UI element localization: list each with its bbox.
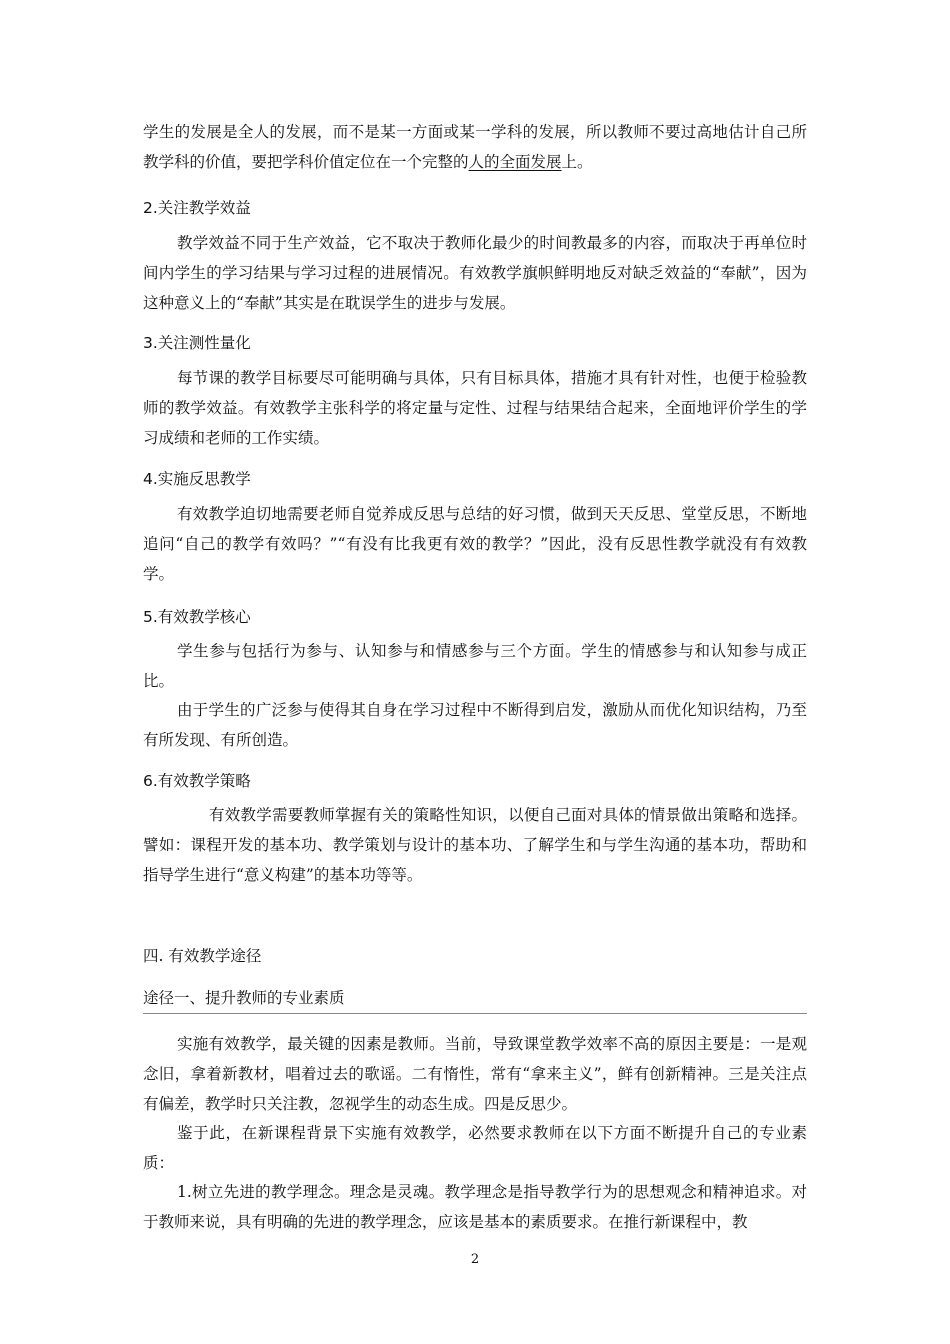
section-paragraph: 每节课的教学目标要尽可能明确与具体，只有目标具体，措施才具有针对性，也便于检验教师的教学效益。有效教学主张科学的将定量与定性、过程与结果结合起来，全面地评价学生的学习成绩和老师的工作实绩。 bbox=[143, 369, 807, 447]
section-paragraph: 有效教学迫切地需要老师自觉养成反思与总结的好习惯，做到天天反思、堂堂反思，不断地追问“自己的教学有效吗？”“有没有比我更有效的教学？”因此，没有反思性教学就没有有效教学。 bbox=[143, 505, 807, 583]
part-subheading: 途径一、提升教师的专业素质 bbox=[143, 989, 345, 1007]
section-heading: 4.实施反思教学 bbox=[143, 470, 251, 488]
intro-text-before: 学生的发展是全人的发展，而不是某一方面或某一学科的发展，所以教师不要过高地估计自己所教学科的价值，要把学科价值定位在一个完整的 bbox=[143, 123, 807, 171]
section-paragraph: 由于学生的广泛参与使得其自身在学习过程中不断得到启发，激励从而优化知识结构，乃至有所发现、有所创造。 bbox=[143, 701, 807, 749]
section-paragraph: 教学效益不同于生产效益，它不取决于教师化最少的时间教最多的内容，而取决于再单位时间内学生的学习结果与学习过程的进展情况。有效教学旗帜鲜明地反对缺乏效益的“奉献”，因为这种意义上的“奉献”其实是在耽误学生的进步与发展。 bbox=[143, 234, 807, 312]
intro-underlined-text: 人的全面发展 bbox=[468, 153, 562, 171]
intro-paragraph bbox=[143, 117, 807, 177]
part-paragraph: 1.树立先进的教学理念。理念是灵魂。教学理念是指导教学行为的思想观念和精神追求。对于教师来说，具有明确的先进的教学理念，应该是基本的素质要求。在推行新课程中，教 bbox=[143, 1183, 807, 1231]
section-heading: 2.关注教学效益 bbox=[143, 199, 251, 217]
part-paragraph: 鉴于此，在新课程背景下实施有效教学，必然要求教师在以下方面不断提升自己的专业素质： bbox=[143, 1124, 807, 1172]
intro-text-after: 上。 bbox=[561, 153, 593, 171]
section-paragraph: 学生参与包括行为参与、认知参与和情感参与三个方面。学生的情感参与和认知参与成正比。 bbox=[143, 642, 807, 690]
section-heading: 6.有效教学策略 bbox=[143, 772, 251, 790]
section-heading: 5.有效教学核心 bbox=[143, 608, 251, 626]
section-divider bbox=[143, 1013, 807, 1014]
page-number: 2 bbox=[470, 1252, 480, 1267]
part-paragraph: 实施有效教学，最关键的因素是教师。当前，导致课堂教学效率不高的原因主要是：一是观念旧，拿着新教材，唱着过去的歌谣。二有惰性，常有“拿来主义”，鲜有创新精神。三是关注点有偏差，教学时只关注教，忽视学生的动态生成。四是反思少。 bbox=[143, 1035, 807, 1113]
section-heading: 3.关注测性量化 bbox=[143, 334, 251, 352]
part-heading: 四. 有效教学途径 bbox=[143, 947, 262, 965]
section-paragraph: 有效教学需要教师掌握有关的策略性知识，以便自己面对具体的情景做出策略和选择。譬如：课程开发的基本功、教学策划与设计的基本功、了解学生和与学生沟通的基本功，帮助和指导学生进行“意义构建”的基本功等等。 bbox=[143, 806, 807, 884]
